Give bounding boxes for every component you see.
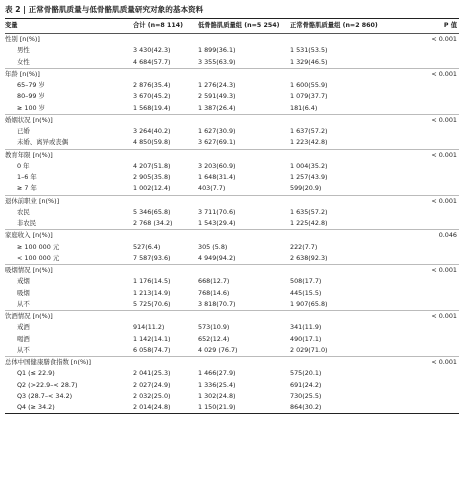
row-label: 已婚: [17, 127, 30, 135]
row-label: 总体中国健康膳食指数 [n(%)]: [5, 357, 133, 369]
cell-p-value: [428, 218, 459, 230]
cell-low: 1 276(24.3): [198, 81, 236, 89]
row-label: 饮酒情况 [n(%)]: [5, 311, 133, 323]
cell-p-value: [428, 322, 459, 333]
table-row: [5, 334, 459, 345]
cell-low: [198, 265, 290, 277]
cell-low: 3 818(70.7): [198, 299, 236, 308]
cell-normal: [290, 265, 428, 277]
cell-low: [198, 230, 290, 242]
row-label: 戒烟: [17, 277, 30, 286]
cell-p-value: [428, 45, 459, 56]
cell-p-value: [428, 276, 459, 287]
cell-total: 3 264(40.2): [133, 127, 171, 135]
cell-p-value: [428, 183, 459, 195]
cell-normal: 599(20.9): [290, 184, 322, 193]
cell-normal: [290, 357, 428, 369]
cell-p-value: [428, 161, 459, 172]
cell-total: 2 041(25.3): [133, 369, 171, 378]
cell-total: [133, 68, 198, 80]
row-label: 吸烟情况 [n(%)]: [5, 265, 133, 277]
cell-normal: 2 029(71.0): [290, 345, 328, 354]
cell-low: [198, 34, 290, 46]
row-label: ≥ 7 年: [17, 184, 37, 193]
cell-low: 403(7.7): [198, 184, 226, 193]
row-label: 喝酒: [17, 334, 30, 343]
table-row: [5, 253, 459, 265]
cell-p-value: [428, 137, 459, 149]
cell-total: 4 850(59.8): [133, 138, 171, 147]
cell-low: 1 466(27.9): [198, 369, 236, 378]
cell-p-value: [428, 80, 459, 91]
row-label: ≥ 100 岁: [17, 103, 46, 112]
table-group-row: [5, 149, 459, 161]
cell-normal: [290, 311, 428, 323]
cell-low: 1 336(25.4): [198, 380, 236, 389]
cell-total: [133, 114, 198, 126]
cell-normal: 1 635(57.2): [290, 207, 328, 216]
cell-normal: 1 257(43.9): [290, 173, 328, 181]
cell-low: 305 (5.8): [198, 242, 228, 251]
cell-normal: 1 637(57.2): [290, 127, 328, 135]
row-label: 65–79 岁: [17, 81, 45, 89]
cell-p-value: [428, 242, 459, 253]
cell-low: 3 711(70.6): [198, 207, 236, 216]
table-row: [5, 288, 459, 299]
cell-low: 3 627(69.1): [198, 138, 236, 147]
cell-low: [198, 357, 290, 369]
table-row: [5, 45, 459, 56]
cell-low: [198, 149, 290, 161]
table-title: 表 2 | 正常骨骼肌质量与低骨骼肌质量研究对象的基本资料: [5, 5, 204, 14]
cell-p-value: < 0.001: [428, 68, 459, 80]
cell-p-value: < 0.001: [431, 35, 457, 43]
cell-normal: 508(17.7): [290, 277, 322, 286]
cell-normal: 222(7.7): [290, 242, 318, 251]
row-label: 教育年限 [n(%)]: [5, 149, 133, 161]
cell-normal: 445(15.5): [290, 288, 322, 297]
table-row: [5, 91, 459, 102]
cell-normal: 1 907(65.8): [290, 299, 328, 308]
table-row: [5, 57, 459, 69]
cell-p-value: [428, 345, 459, 357]
cell-total: 2 014(24.8): [133, 402, 198, 414]
cell-total: [133, 357, 198, 369]
cell-total: 5 346(65.8): [133, 207, 171, 216]
row-label: 男性: [17, 46, 30, 55]
cell-low: 3 203(60.9): [198, 161, 236, 170]
cell-normal: [290, 114, 428, 126]
cell-p-value: [428, 380, 459, 391]
table-group-row: [5, 265, 459, 277]
cell-normal: [290, 149, 428, 161]
cell-normal: 864(30.2): [290, 402, 428, 414]
row-label: 婚姻状况 [n(%)]: [5, 114, 133, 126]
cell-p-value: [428, 91, 459, 102]
cell-total: 2 027(24.9): [133, 380, 171, 389]
table-row: [5, 391, 459, 402]
cell-low: [198, 195, 290, 207]
cell-normal: 1 004(35.2): [290, 161, 328, 170]
table-row: [5, 242, 459, 253]
table-group-row: [5, 34, 459, 46]
table-group-row: [5, 195, 459, 207]
cell-normal: 1 600(55.9): [290, 81, 328, 89]
row-label: 未婚、离异或丧偶: [17, 138, 69, 147]
cell-low: 1 387(26.4): [198, 103, 236, 112]
cell-total: 527(6.4): [133, 242, 161, 251]
cell-total: 1 002(12.4): [133, 184, 171, 193]
table-row: [5, 207, 459, 218]
cell-total: 4 684(57.7): [133, 57, 171, 66]
cell-normal: 1 329(46.5): [290, 57, 328, 66]
header-variable: 变量: [5, 19, 133, 34]
cell-low: 3 355(63.9): [198, 57, 236, 66]
cell-p-value: [428, 172, 459, 183]
cell-p-value: 0.046: [428, 230, 459, 242]
cell-total: 1 213(14.9): [133, 288, 171, 297]
row-label: ≥ 100 000 元: [17, 242, 60, 251]
row-label: 年龄 [n(%)]: [5, 68, 133, 80]
cell-total: 6 058(74.7): [133, 345, 171, 354]
cell-normal: [290, 34, 428, 46]
row-label: 家庭收入 [n(%)]: [5, 230, 133, 242]
cell-low: 1 627(30.9): [198, 127, 236, 135]
table-row: [5, 161, 459, 172]
cell-total: [133, 265, 198, 277]
cell-low: 4 029 (76.7): [198, 345, 238, 354]
table-row: [5, 276, 459, 287]
table-group-row: [5, 357, 459, 369]
cell-normal: 1 223(42.8): [290, 138, 328, 147]
cell-normal: 730(25.5): [290, 391, 322, 400]
table-row: [5, 80, 459, 91]
cell-normal: [290, 230, 428, 242]
cell-p-value: < 0.001: [428, 311, 459, 323]
cell-normal: 181(6.4): [290, 103, 318, 112]
cell-p-value: [428, 368, 459, 379]
table-body: [5, 34, 459, 414]
header-low-group: 低骨骼肌质量组 (n=5 254): [198, 19, 290, 34]
table-row: [5, 322, 459, 333]
cell-p-value: [428, 288, 459, 299]
header-total: 合计 (n=8 114): [133, 19, 198, 34]
cell-normal: 575(20.1): [290, 369, 322, 378]
cell-low: 1 150(21.9): [198, 402, 290, 414]
cell-normal: [290, 68, 428, 80]
table-row: [5, 345, 459, 357]
cell-low: [198, 68, 290, 80]
cell-total: 3 670(45.2): [133, 92, 171, 101]
cell-p-value: < 0.001: [428, 114, 459, 126]
table-row: [5, 299, 459, 311]
cell-total: 1 142(14.1): [133, 334, 171, 343]
table-row: [5, 172, 459, 183]
cell-normal: 691(24.2): [290, 380, 322, 389]
row-label: 戒酒: [17, 323, 30, 332]
cell-total: 5 725(70.6): [133, 299, 171, 308]
cell-low: [198, 311, 290, 323]
table-container: [5, 18, 459, 414]
cell-p-value: [428, 391, 459, 402]
cell-low: 652(12.4): [198, 334, 230, 343]
table-group-row: [5, 311, 459, 323]
table-row: [5, 218, 459, 230]
table-group-row: [5, 68, 459, 80]
cell-total: 1 176(14.5): [133, 277, 171, 286]
cell-total: [133, 230, 198, 242]
cell-normal: 1 225(42.8): [290, 219, 328, 227]
cell-low: 573(10.9): [198, 323, 230, 332]
cell-p-value: < 0.001: [428, 149, 459, 161]
cell-normal: 490(17.1): [290, 334, 322, 343]
row-label: Q1 (≤ 22.9): [17, 369, 55, 378]
cell-total: 914(11.2): [133, 323, 165, 332]
table-row: [5, 368, 459, 379]
cell-p-value: [428, 103, 459, 115]
cell-total: 1 568(19.4): [133, 103, 171, 112]
table-row: [5, 380, 459, 391]
table-row: [5, 126, 459, 137]
cell-p-value: [428, 57, 459, 69]
cell-total: 2 876(35.4): [133, 81, 171, 89]
cell-p-value: < 0.001: [428, 357, 459, 369]
table-group-row: [5, 114, 459, 126]
cell-low: 2 591(49.3): [198, 92, 236, 101]
cell-total: [133, 34, 198, 46]
cell-p-value: [428, 299, 459, 311]
baseline-table: [5, 18, 459, 414]
cell-low: 768(14.6): [198, 288, 230, 297]
cell-p-value: [428, 334, 459, 345]
cell-normal: 1 531(53.5): [290, 46, 328, 55]
row-label: 从不: [17, 345, 30, 354]
cell-low: 4 949(94.2): [198, 253, 236, 262]
row-label: Q3 (28.7–< 34.2): [17, 391, 73, 400]
cell-total: 2 032(25.0): [133, 391, 171, 400]
table-row: [5, 183, 459, 195]
cell-p-value: [428, 253, 459, 265]
cell-low: 1 543(29.4): [198, 219, 236, 227]
row-label: 吸烟: [17, 288, 30, 297]
cell-low: 1 648(31.4): [198, 173, 236, 181]
row-label: < 100 000 元: [17, 253, 60, 262]
row-label: 0 年: [17, 161, 30, 170]
table-header-row: [5, 19, 459, 34]
row-label: 非农民: [17, 219, 37, 227]
table-group-row: [5, 230, 459, 242]
cell-total: 7 587(93.6): [133, 253, 171, 262]
cell-p-value: [428, 402, 459, 414]
cell-low: 1 302(24.8): [198, 391, 236, 400]
cell-normal: [290, 195, 428, 207]
header-p-value: P 值: [428, 19, 459, 34]
row-label: 性别 [n(%)]: [5, 35, 40, 43]
row-label: Q4 (≥ 34.2): [5, 402, 133, 414]
cell-total: 2 768 (34.2): [133, 219, 173, 227]
cell-normal: 2 638(92.3): [290, 253, 328, 262]
row-label: 1–6 年: [17, 173, 37, 181]
cell-normal: 341(11.9): [290, 323, 322, 332]
table-row: [5, 103, 459, 115]
row-label: 女性: [17, 57, 30, 66]
cell-total: 2 905(35.8): [133, 173, 171, 181]
cell-low: [198, 114, 290, 126]
cell-total: 3 430(42.3): [133, 46, 171, 55]
row-label: 农民: [17, 207, 30, 216]
cell-p-value: [428, 207, 459, 218]
cell-low: 668(12.7): [198, 277, 230, 286]
row-label: Q2 (>22.9–< 28.7): [17, 380, 78, 389]
row-label: 80–99 岁: [17, 92, 45, 101]
cell-total: [133, 149, 198, 161]
cell-total: [133, 195, 198, 207]
row-label: 从不: [17, 299, 30, 308]
row-label: 退休前职业 [n(%)]: [5, 195, 133, 207]
table-row: [5, 137, 459, 149]
cell-total: 4 207(51.8): [133, 161, 171, 170]
header-normal-group: 正常骨骼肌质量组 (n=2 860): [290, 19, 428, 34]
cell-total: [133, 311, 198, 323]
cell-normal: 1 079(37.7): [290, 92, 328, 101]
cell-p-value: < 0.001: [428, 265, 459, 277]
cell-p-value: [428, 126, 459, 137]
cell-p-value: < 0.001: [428, 195, 459, 207]
table-row: [5, 402, 459, 414]
cell-low: 1 899(36.1): [198, 46, 236, 55]
